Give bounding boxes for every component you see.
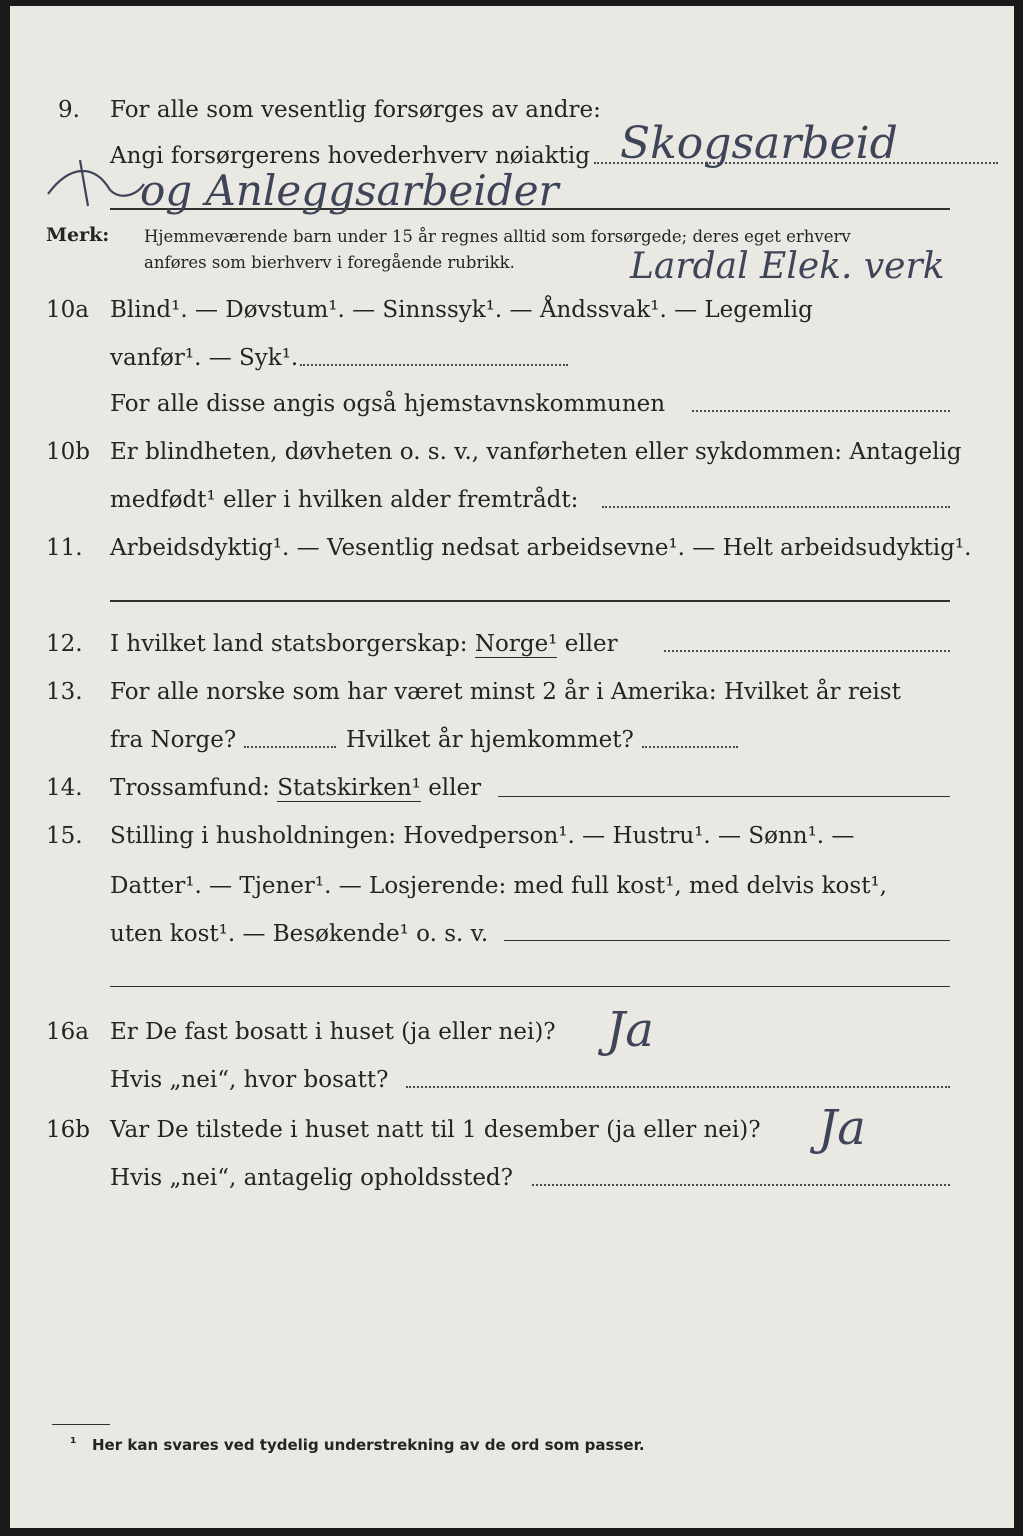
q16a-line-2: Hvis „nei“, hvor bosatt? (110, 1067, 389, 1093)
q11-answer-line (110, 600, 950, 602)
q16a-answer-line (406, 1086, 950, 1088)
q15-line-2: Datter¹. — Tjener¹. — Losjerende: med full kost¹, med delvis kost¹, (110, 873, 887, 899)
q14-number: 14. (46, 775, 83, 801)
q13-line-1: For alle norske som har været minst 2 år i Amerika: Hvilket år reist (110, 679, 901, 705)
q15-answer-line-2 (110, 986, 950, 987)
q10a-number: 10a (46, 297, 89, 323)
q16b-handwritten-answer: Ja (818, 1100, 866, 1156)
merk-handwritten-answer: Lardal Elek. verk (630, 246, 945, 287)
q15-line-1: Stilling i husholdningen: Hovedperson¹. — Hustru¹. — Sønn¹. — (110, 823, 855, 849)
q16b-answer-line (532, 1184, 950, 1186)
q10b-answer-line (602, 506, 950, 508)
q16b-line-2: Hvis „nei“, antagelig opholdssted? (110, 1165, 513, 1191)
q13-number: 13. (46, 679, 83, 705)
q16a-line-1: Er De fast bosatt i huset (ja eller nei)? (110, 1019, 556, 1045)
q12-answer-line (664, 650, 950, 652)
q10a-answer-line-1 (300, 364, 568, 366)
q10b-number: 10b (46, 439, 90, 465)
q11-number: 11. (46, 535, 83, 561)
q14-option-statskirken[interactable]: Statskirken¹ (277, 775, 421, 801)
q16b-number: 16b (46, 1117, 90, 1143)
q12-text-eller: eller (564, 631, 618, 657)
q9-line-2: Angi forsørgerens hovederhverv nøiaktig (110, 143, 590, 169)
q14-text-eller: eller (428, 775, 482, 801)
merk-line-2: anføres som bierhverv i foregående rubrikk. (144, 253, 515, 272)
q14-line (110, 774, 481, 802)
q11-line-1: Arbeidsdyktig¹. — Vesentlig nedsat arbeidsevne¹. — Helt arbeidsudyktig¹. (110, 535, 972, 561)
merk-label: Merk: (46, 224, 110, 246)
q12-text: I hvilket land statsborgerskap: (110, 631, 468, 657)
q12-option-norge[interactable]: Norge¹ (474, 631, 558, 657)
q9-number: 9. (58, 97, 80, 123)
footnote-text: Her kan svares ved tydelig understrekning av de ord som passer. (92, 1436, 645, 1454)
q9-line-1: For alle som vesentlig forsørges av andre: (110, 97, 601, 123)
q12-number: 12. (46, 631, 83, 657)
census-form-page (10, 6, 1014, 1528)
q15-number: 15. (46, 823, 83, 849)
footnote-separator (52, 1424, 110, 1425)
q13-answer-line-hjemkommet (642, 746, 738, 748)
footnote-marker: ¹ (70, 1434, 77, 1452)
q15-answer-line-1 (504, 940, 950, 941)
q13-line-2a: fra Norge? (110, 727, 237, 753)
q16a-handwritten-answer: Ja (606, 1002, 654, 1058)
q16a-number: 16a (46, 1019, 89, 1045)
q15-line-3: uten kost¹. — Besøkende¹ o. s. v. (110, 921, 489, 947)
q10a-answer-line-2 (692, 410, 950, 412)
q10b-line-2: medfødt¹ eller i hvilken alder fremtrådt: (110, 487, 579, 513)
q14-answer-line (498, 796, 950, 797)
q10a-line-2: vanfør¹. — Syk¹. (110, 345, 299, 371)
q12-line (110, 630, 618, 658)
q9-margin-scribble-icon (40, 154, 150, 214)
q13-line-2b: Hvilket år hjemkommet? (346, 727, 634, 753)
q14-text: Trossamfund: (110, 775, 270, 801)
q16b-line-1: Var De tilstede i huset natt til 1 desember (ja eller nei)? (110, 1117, 761, 1143)
q10a-line-1: Blind¹. — Døvstum¹. — Sinnssyk¹. — Åndssvak¹. — Legemlig (110, 297, 813, 323)
q10b-line-1: Er blindheten, døvheten o. s. v., vanførheten eller sykdommen: Antagelig (110, 439, 962, 465)
q10a-line-3: For alle disse angis også hjemstavnskommunen (110, 391, 666, 417)
q9-handwritten-answer-2: og Anleggsarbeider (140, 166, 559, 215)
merk-line-1: Hjemmeværende barn under 15 år regnes alltid som forsørgede; deres eget erhverv (144, 227, 851, 246)
q9-handwritten-answer-1: Skogsarbeid (620, 118, 898, 169)
q13-answer-line-reist (244, 746, 336, 748)
